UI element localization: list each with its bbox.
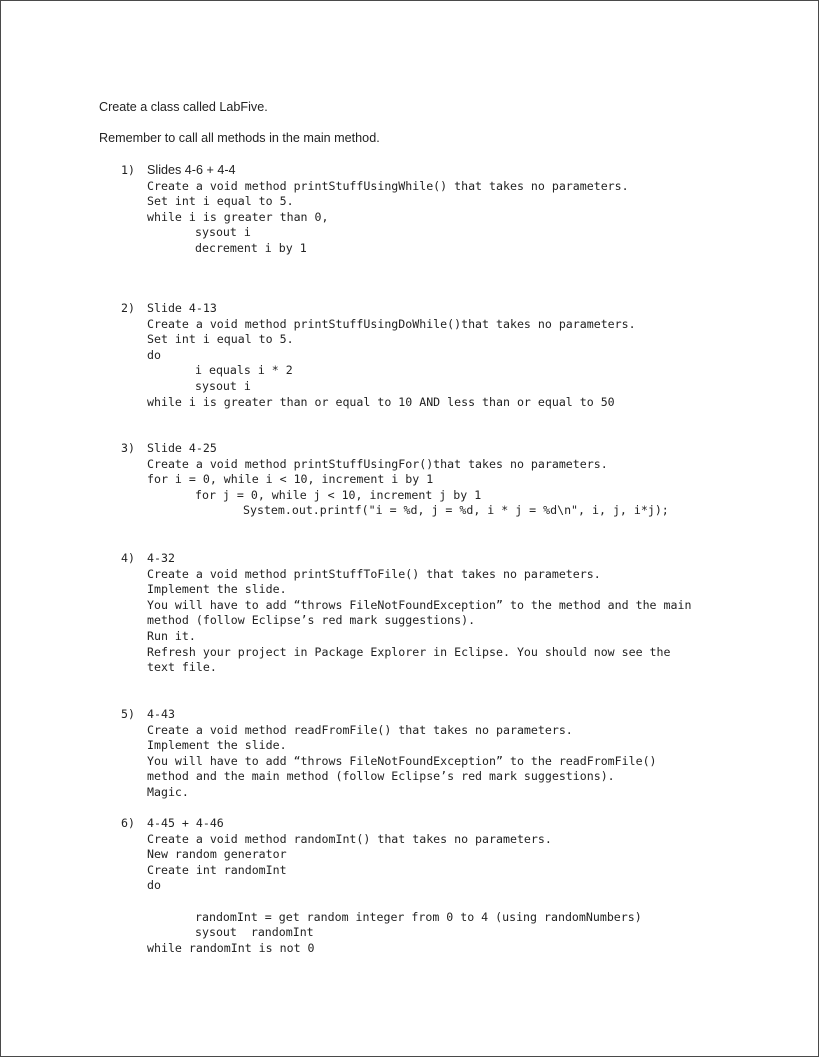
- exercise-line: You will have to add “throws FileNotFoundException” to the method and the main: [147, 597, 692, 612]
- exercise-line: do: [147, 347, 161, 362]
- exercise-line: Magic.: [147, 784, 189, 799]
- exercise-line: text file.: [147, 660, 217, 675]
- exercise-line: while i is greater than or equal to 10 AND less than or equal to 50: [147, 394, 615, 409]
- exercise-number: 5): [121, 707, 135, 721]
- intro-class-instruction: Create a class called LabFive.: [99, 100, 268, 114]
- exercise-body: [147, 163, 629, 257]
- exercise-heading: Slide 4-25: [147, 441, 217, 455]
- exercise-line: Create a void method printStuffUsingDoWhile()that takes no parameters.: [147, 316, 636, 331]
- exercise-line: Run it.: [147, 628, 196, 643]
- intro-main-method-reminder: Remember to call all methods in the main method.: [99, 131, 380, 145]
- exercise-line: Create a void method printStuffUsingFor()that takes no parameters.: [147, 456, 608, 471]
- exercise-line: Create int randomInt: [147, 862, 287, 877]
- exercise-body: [147, 707, 657, 801]
- exercise-line: method and the main method (follow Eclipse’s red mark suggestions).: [147, 769, 615, 784]
- exercise-line: decrement i by 1: [195, 240, 307, 255]
- exercise-line: Set int i equal to 5.: [147, 194, 294, 209]
- exercise-line: Implement the slide.: [147, 738, 287, 753]
- exercise-line: Create a void method printStuffUsingWhile() that takes no parameters.: [147, 178, 629, 193]
- exercise-number: 4): [121, 551, 135, 565]
- exercise-heading: 4-32: [147, 551, 175, 565]
- exercise-line: You will have to add “throws FileNotFoundException” to the readFromFile(): [147, 753, 657, 768]
- exercise-heading: 4-43: [147, 707, 175, 721]
- exercise-line: for j = 0, while j < 10, increment j by 1: [195, 487, 482, 502]
- exercise-line: sysout i: [195, 225, 251, 240]
- exercise-heading: Slides 4-6 + 4-4: [147, 163, 236, 177]
- exercise-line: Implement the slide.: [147, 582, 287, 597]
- exercise-line: sysout i: [195, 378, 251, 393]
- exercise-line: for i = 0, while i < 10, increment i by 1: [147, 472, 434, 487]
- exercise-line: [147, 894, 642, 910]
- exercise-number: 1): [121, 163, 135, 177]
- exercise-line: Refresh your project in Package Explorer in Eclipse. You should now see the: [147, 644, 671, 659]
- exercise-line: sysout randomInt: [195, 925, 314, 940]
- exercise-number: 6): [121, 816, 135, 830]
- exercise-number: 3): [121, 441, 135, 455]
- exercise-line: i equals i * 2: [195, 363, 293, 378]
- exercise-line: New random generator: [147, 847, 287, 862]
- exercise-heading: Slide 4-13: [147, 301, 217, 315]
- exercise-body: [147, 301, 636, 410]
- exercise-number: 2): [121, 301, 135, 315]
- exercise-heading: 4-45 + 4-46: [147, 816, 224, 830]
- exercise-line: System.out.printf("i = %d, j = %d, i * j = %d\n", i, j, i*j);: [243, 503, 669, 518]
- exercise-line: Create a void method randomInt() that takes no parameters.: [147, 831, 552, 846]
- exercise-body: [147, 816, 642, 956]
- exercise-body: [147, 441, 669, 519]
- exercise-line: while randomInt is not 0: [147, 940, 315, 955]
- exercise-line: Create a void method readFromFile() that takes no parameters.: [147, 722, 573, 737]
- exercise-line: do: [147, 878, 161, 893]
- exercise-line: method (follow Eclipse’s red mark suggestions).: [147, 613, 476, 628]
- exercise-line: while i is greater than 0,: [147, 209, 329, 224]
- exercise-line: Create a void method printStuffToFile() that takes no parameters.: [147, 566, 601, 581]
- exercise-line: randomInt = get random integer from 0 to 4 (using randomNumbers): [195, 909, 642, 924]
- exercise-body: [147, 551, 691, 676]
- exercise-line: Set int i equal to 5.: [147, 332, 294, 347]
